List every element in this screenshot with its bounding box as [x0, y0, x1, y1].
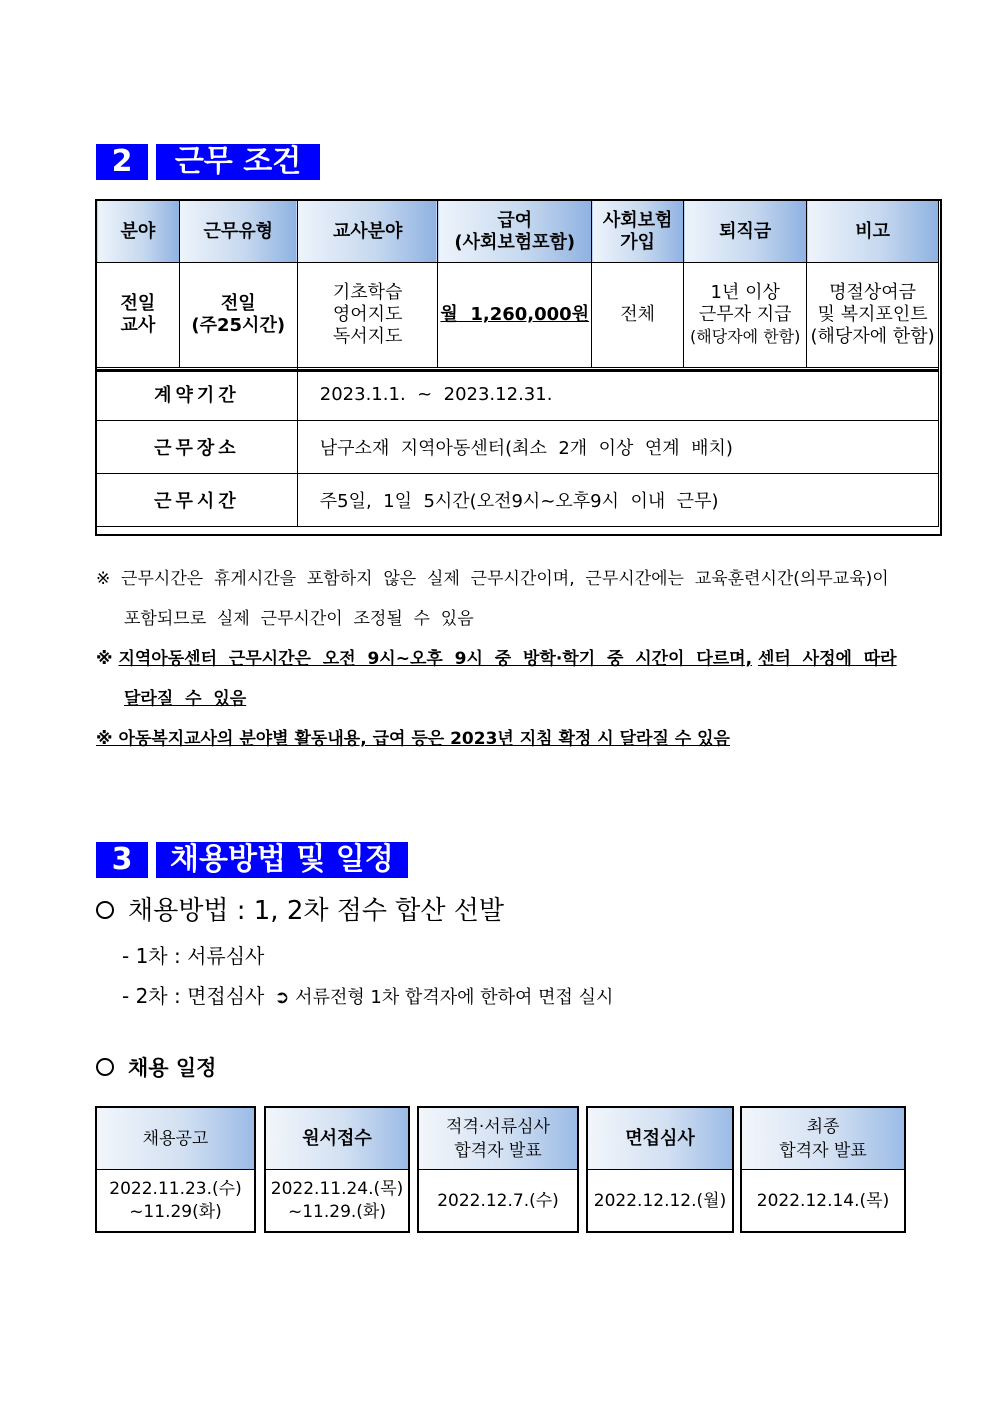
schedule-box-final [740, 1106, 906, 1233]
note-3: ※ 아동복지교사의 분야별 활동내용, 급여 등은 2023년 지침 확정 시 달라질 수 있음 [96, 729, 730, 749]
info-row-contract [97, 368, 939, 421]
header-teacher-field: 교사분야 [297, 201, 438, 263]
work-location-value: 남구소재 지역아동센터(최소 2개 이상 연계 배치) [297, 421, 938, 474]
table-row [97, 263, 939, 368]
header-work-type: 근무유형 [179, 201, 297, 263]
schedule-box-header: 원서접수 [266, 1108, 408, 1170]
schedule-box-header: 채용공고 [97, 1108, 254, 1170]
circle-bullet-icon [96, 1058, 114, 1076]
schedule-box-header: 적격·서류심사 합격자 발표 [419, 1108, 577, 1170]
note-1b: 포함되므로 실제 근무시간이 조정될 수 있음 [124, 609, 474, 629]
method-title: 채용방법 : 1, 2차 점수 합산 선발 [96, 890, 504, 927]
cell-teacher-field: 기초학습 영어지도 독서지도 [297, 263, 438, 368]
note-2b: 달라질 수 있음 [124, 689, 247, 709]
contract-period-label: 계약기간 [97, 368, 298, 421]
method-step-2: - 2차 : 면접심사 ➲ 서류전형 1차 합격자에 한하여 면접 실시 [122, 984, 614, 1008]
cell-salary: 월 1,260,000원 [438, 263, 592, 368]
interview-note: ➲ 서류전형 1차 합격자에 한하여 면접 실시 [274, 987, 614, 1008]
circle-bullet-icon [96, 901, 114, 919]
section-3-header [96, 842, 408, 878]
contract-period-value: 2023.1.1. ~ 2023.12.31. [297, 368, 938, 421]
cell-field: 전일 교사 [97, 263, 180, 368]
method-step-1: - 1차 : 서류심사 [122, 944, 265, 968]
work-hours-value: 주5일, 1일 5시간(오전9시~오후9시 이내 근무) [297, 474, 938, 527]
schedule-box-announcement [95, 1106, 256, 1233]
schedule-box-date: 2022.12.12.(월) [593, 1190, 727, 1211]
schedule-box-screening [417, 1106, 579, 1233]
section-2-header [96, 144, 320, 180]
header-severance: 퇴직금 [684, 201, 807, 263]
work-hours-label: 근무시간 [97, 474, 298, 527]
work-location-label: 근무장소 [97, 421, 298, 474]
header-remarks: 비고 [807, 201, 939, 263]
schedule-box-header: 면접심사 [588, 1108, 732, 1170]
schedule-box-application [264, 1106, 410, 1233]
schedule-box-date: 2022.12.14.(목) [756, 1190, 890, 1211]
info-row-hours [97, 474, 939, 527]
section-title: 근무 조건 [156, 144, 320, 180]
header-salary: 급여 (사회보험포함) [438, 201, 592, 263]
schedule-box-date: 2022.12.7.(수) [437, 1190, 559, 1211]
schedule-title: 채용 일정 [96, 1052, 216, 1082]
section-number: 2 [96, 144, 148, 180]
info-row-location [97, 421, 939, 474]
header-insurance: 사회보험 가입 [592, 201, 684, 263]
schedule-box-date: 2022.11.24.(목) ~11.29.(화) [270, 1179, 404, 1222]
schedule-box-date: 2022.11.23.(수) ~11.29(화) [109, 1179, 242, 1222]
schedule-box-header: 최종 합격자 발표 [742, 1108, 904, 1170]
table-header-row [97, 201, 939, 263]
note-1a: ※ 근무시간은 휴게시간을 포함하지 않은 실제 근무시간이며, 근무시간에는 교육훈련시간(의무교육)이 [96, 569, 889, 589]
note-2a: ※ 지역아동센터 근무시간은 오전 9시~오후 9시 중 방학·학기 중 시간이 다르며, 센터 사정에 따라 [96, 649, 897, 669]
notes [96, 566, 936, 766]
section-title: 채용방법 및 일정 [156, 842, 408, 878]
cell-severance: 1년 이상 근무자 지급 (해당자에 한함) [684, 263, 807, 368]
cell-work-type: 전일 (주25시간) [179, 263, 297, 368]
work-conditions-table [96, 200, 939, 527]
section-number: 3 [96, 842, 148, 878]
cell-insurance: 전체 [592, 263, 684, 368]
table-separator [96, 369, 939, 372]
cell-remarks: 명절상여금 및 복지포인트 (해당자에 한함) [807, 263, 939, 368]
schedule-box-interview [586, 1106, 734, 1233]
header-field: 분야 [97, 201, 180, 263]
